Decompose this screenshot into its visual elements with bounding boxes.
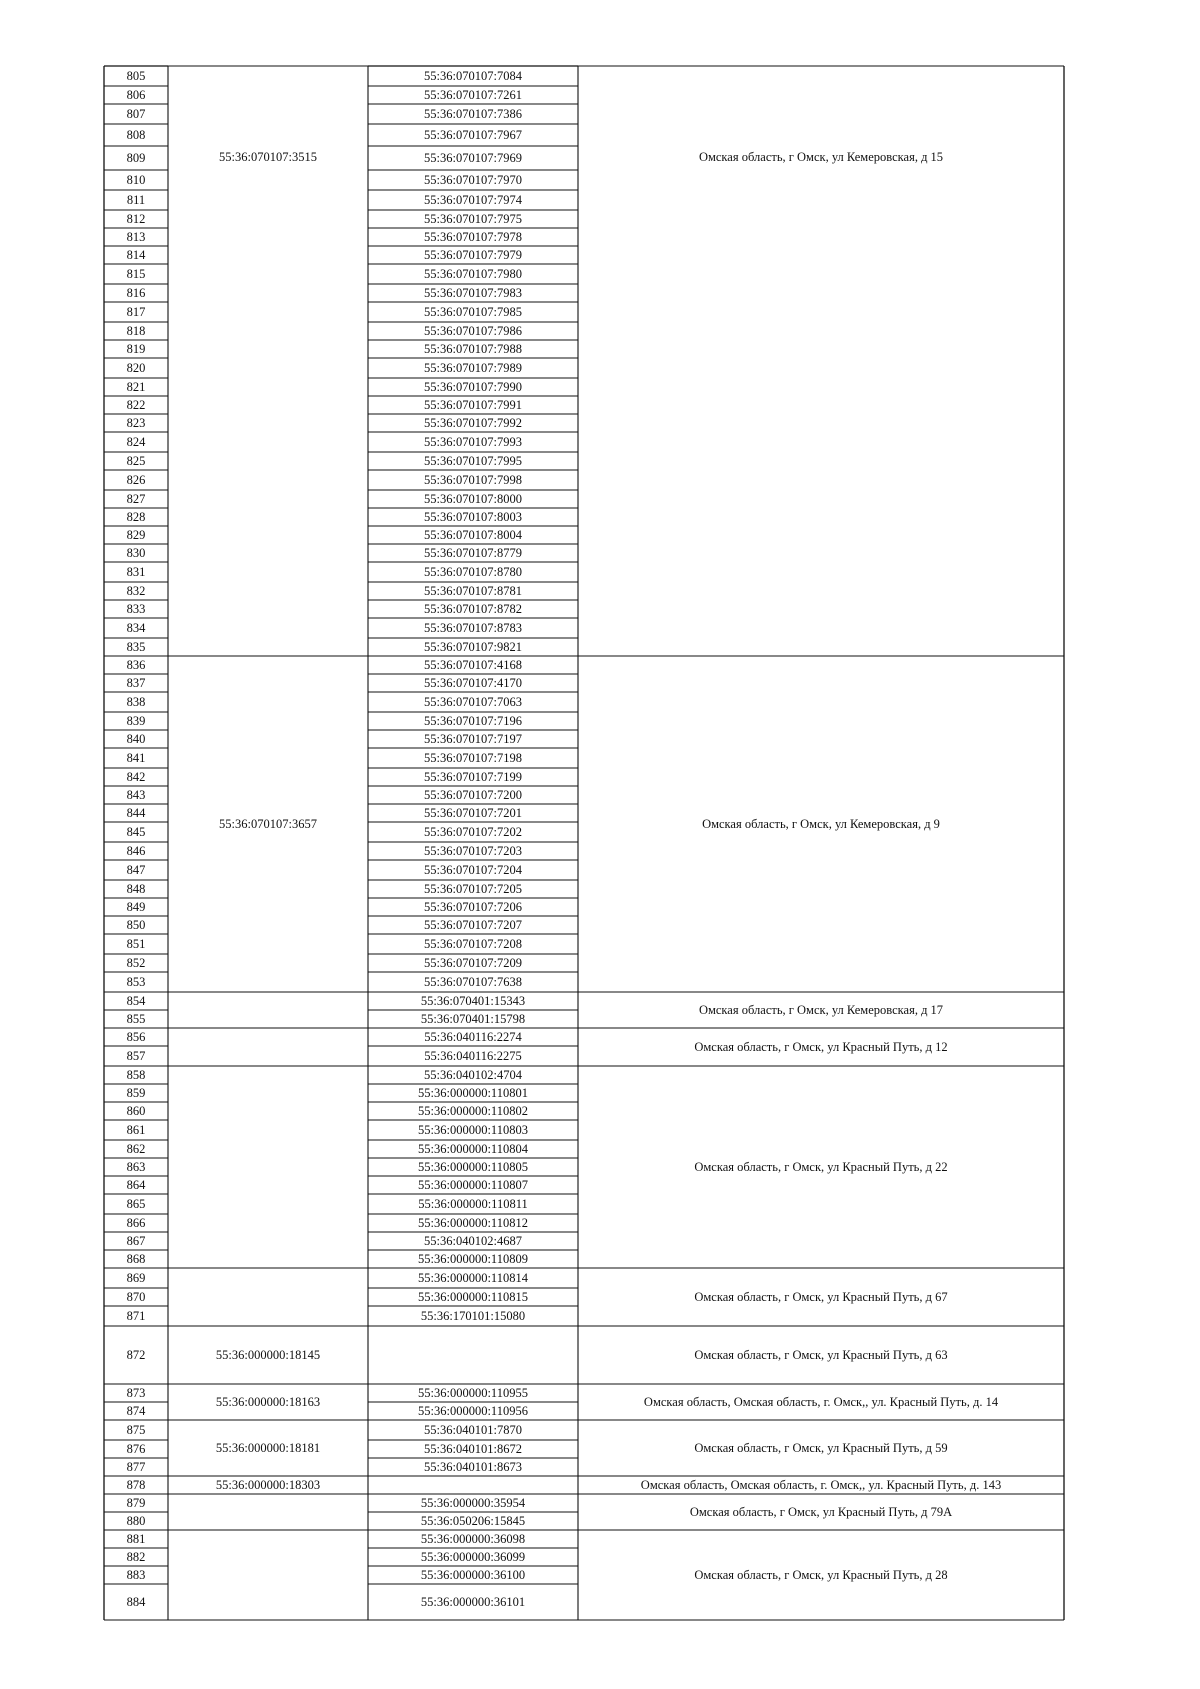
cadastral-number: 55:36:070107:8780: [424, 564, 522, 579]
row-number: 837: [126, 675, 146, 690]
row-number: 821: [126, 379, 146, 394]
cadastral-number: 55:36:070107:8783: [424, 620, 522, 635]
cadastral-number: 55:36:070107:7084: [424, 68, 522, 83]
cadastral-number: 55:36:070107:7992: [424, 415, 522, 430]
parent-parcel-number: 55:36:070107:3657: [219, 816, 317, 831]
cadastral-number: 55:36:070107:7993: [424, 434, 522, 449]
row-number: 861: [126, 1122, 146, 1137]
address-text: Омская область, г Омск, ул Красный Путь, д 22: [694, 1159, 948, 1174]
cadastral-number: 55:36:070107:8782: [424, 601, 522, 616]
cadastral-number: 55:36:070107:7202: [424, 824, 522, 839]
cadastral-number: 55:36:070107:7200: [424, 787, 522, 802]
row-number: 852: [126, 955, 146, 970]
row-number: 838: [126, 694, 146, 709]
cadastral-number: 55:36:070107:7203: [424, 843, 522, 858]
address-text: Омская область, г Омск, ул Красный Путь, д 28: [694, 1567, 948, 1582]
cadastral-number: 55:36:070107:7197: [424, 731, 522, 746]
cadastral-number: 55:36:000000:36099: [420, 1549, 526, 1564]
row-number: 816: [126, 285, 146, 300]
row-number: 859: [126, 1085, 146, 1100]
address-text: Омская область, Омская область, г. Омск,, ул. Красный Путь, д. 143: [640, 1477, 1002, 1492]
cadastral-number: 55:36:000000:110805: [418, 1159, 528, 1174]
cadastral-number: 55:36:000000:110811: [418, 1196, 528, 1211]
cadastral-number: 55:36:070107:9821: [424, 639, 522, 654]
cadastral-number: 55:36:070107:7991: [424, 397, 522, 412]
row-number: 818: [126, 323, 146, 338]
row-number: 872: [126, 1347, 146, 1362]
row-number: 848: [126, 881, 146, 896]
cadastral-number: 55:36:040102:4704: [424, 1067, 522, 1082]
cadastral-number: 55:36:070107:8000: [424, 491, 522, 506]
cadastral-number: 55:36:070107:7978: [424, 229, 522, 244]
row-number: 814: [126, 247, 146, 262]
cadastral-number: 55:36:000000:110809: [418, 1251, 528, 1266]
row-number: 828: [126, 509, 146, 524]
cadastral-number: 55:36:070107:8003: [424, 509, 522, 524]
cadastral-number: 55:36:000000:110802: [418, 1103, 528, 1118]
cadastral-number: 55:36:070107:7063: [424, 694, 522, 709]
cadastral-number: 55:36:070107:4168: [424, 657, 522, 672]
row-number: 833: [126, 601, 146, 616]
row-number: 810: [126, 172, 146, 187]
row-number: 823: [126, 415, 146, 430]
row-number: 851: [126, 936, 146, 951]
row-number: 840: [126, 731, 146, 746]
row-number: 864: [126, 1177, 146, 1192]
cadastral-number: 55:36:070107:7207: [424, 917, 522, 932]
parent-parcel-number: 55:36:000000:18163: [215, 1394, 321, 1409]
row-number: 881: [126, 1531, 146, 1546]
row-number: 817: [126, 304, 146, 319]
cadastral-number: 55:36:000000:110801: [418, 1085, 528, 1100]
address-text: Омская область, г Омск, ул Кемеровская, д 17: [698, 1002, 944, 1017]
row-number: 834: [126, 620, 146, 635]
cadastral-number: 55:36:070107:7199: [424, 769, 522, 784]
cadastral-number: 55:36:050206:15845: [420, 1513, 526, 1528]
cadastral-number: 55:36:070107:7201: [424, 805, 522, 820]
row-number: 870: [126, 1289, 146, 1304]
row-number: 855: [126, 1011, 146, 1026]
row-number: 882: [126, 1549, 146, 1564]
row-number: 853: [126, 974, 146, 989]
row-number: 858: [126, 1067, 146, 1082]
row-number: 819: [126, 341, 146, 356]
row-number: 863: [126, 1159, 146, 1174]
cadastral-number: 55:36:070107:7386: [424, 106, 522, 121]
row-number: 884: [126, 1594, 146, 1609]
row-number: 869: [126, 1270, 146, 1285]
row-number: 835: [126, 639, 146, 654]
row-number: 876: [126, 1441, 146, 1456]
cadastral-number: 55:36:070107:7988: [424, 341, 522, 356]
row-number: 824: [126, 434, 146, 449]
cadastral-number: 55:36:070107:7204: [424, 862, 522, 877]
cadastral-number: 55:36:070107:7205: [424, 881, 522, 896]
row-number: 827: [126, 491, 146, 506]
row-number: 850: [126, 917, 146, 932]
row-number: 846: [126, 843, 146, 858]
row-number: 812: [126, 211, 146, 226]
cadastral-number: 55:36:070107:8781: [424, 583, 522, 598]
cadastral-number: 55:36:070107:7998: [424, 472, 522, 487]
cadastral-number: 55:36:000000:110812: [418, 1215, 528, 1230]
cadastral-number: 55:36:040116:2274: [424, 1029, 522, 1044]
row-number: 842: [126, 769, 146, 784]
cadastral-number: 55:36:000000:110803: [418, 1122, 528, 1137]
row-number: 868: [126, 1251, 146, 1266]
cadastral-number: 55:36:070107:7261: [424, 87, 522, 102]
parent-parcel-number: 55:36:000000:18145: [215, 1347, 321, 1362]
cadastral-number: 55:36:000000:110955: [418, 1385, 528, 1400]
cadastral-number: 55:36:040101:7870: [424, 1422, 522, 1437]
cadastral-number: 55:36:040102:4687: [424, 1233, 522, 1248]
cadastral-number: 55:36:070107:4170: [424, 675, 522, 690]
cadastral-number: 55:36:000000:110814: [418, 1270, 528, 1285]
cadastral-number: 55:36:000000:35954: [420, 1495, 526, 1510]
address-text: Омская область, Омская область, г. Омск,, ул. Красный Путь, д. 14: [643, 1394, 999, 1409]
cadastral-number: 55:36:000000:36100: [420, 1567, 526, 1582]
row-number: 811: [126, 192, 146, 207]
row-number: 809: [126, 150, 146, 165]
row-number: 813: [126, 229, 146, 244]
cadastral-number: 55:36:070107:7967: [424, 127, 522, 142]
row-number: 815: [126, 266, 146, 281]
cadastral-number: 55:36:070401:15343: [420, 993, 526, 1008]
row-number: 829: [126, 527, 146, 542]
cadastral-number: 55:36:170101:15080: [420, 1308, 526, 1323]
row-number: 806: [126, 87, 146, 102]
row-number: 854: [126, 993, 146, 1008]
cadastral-number: 55:36:070107:7975: [424, 211, 522, 226]
row-number: 857: [126, 1048, 146, 1063]
row-number: 873: [126, 1385, 146, 1400]
row-number: 841: [126, 750, 146, 765]
row-number: 830: [126, 545, 146, 560]
address-text: Омская область, г Омск, ул Красный Путь, д 63: [694, 1347, 948, 1362]
row-number: 877: [126, 1459, 146, 1474]
row-number: 844: [126, 805, 146, 820]
parent-parcel-number: 55:36:000000:18181: [215, 1440, 321, 1455]
cadastral-number: 55:36:070107:7980: [424, 266, 522, 281]
cadastral-number: 55:36:070107:7209: [424, 955, 522, 970]
row-number: 807: [126, 106, 146, 121]
row-number: 867: [126, 1233, 146, 1248]
cadastral-number: 55:36:070107:7969: [424, 150, 522, 165]
cadastral-number: 55:36:070107:7970: [424, 172, 522, 187]
cadastral-number: 55:36:000000:110815: [418, 1289, 528, 1304]
cadastral-number: 55:36:070107:7198: [424, 750, 522, 765]
cadastral-number: 55:36:070107:7206: [424, 899, 522, 914]
row-number: 820: [126, 360, 146, 375]
row-number: 825: [126, 453, 146, 468]
row-number: 875: [126, 1422, 146, 1437]
row-number: 849: [126, 899, 146, 914]
row-number: 871: [126, 1308, 146, 1323]
row-number: 843: [126, 787, 146, 802]
cadastral-number: 55:36:070401:15798: [420, 1011, 526, 1026]
row-number: 822: [126, 397, 146, 412]
cadastral-number: 55:36:000000:110804: [418, 1141, 528, 1156]
row-number: 839: [126, 713, 146, 728]
row-number: 832: [126, 583, 146, 598]
address-text: Омская область, г Омск, ул Красный Путь, д 67: [694, 1289, 948, 1304]
row-number: 879: [126, 1495, 146, 1510]
row-number: 883: [126, 1567, 146, 1582]
parent-parcel-number: 55:36:000000:18303: [215, 1477, 321, 1492]
row-number: 847: [126, 862, 146, 877]
cadastral-number: 55:36:000000:110807: [418, 1177, 528, 1192]
row-number: 856: [126, 1029, 146, 1044]
row-number: 880: [126, 1513, 146, 1528]
cadastral-number: 55:36:040101:8672: [424, 1441, 522, 1456]
cadastral-number: 55:36:070107:8004: [424, 527, 522, 542]
row-number: 862: [126, 1141, 146, 1156]
parcel-table: [104, 66, 1064, 1620]
cadastral-number: 55:36:070107:7989: [424, 360, 522, 375]
cadastral-number: 55:36:070107:7638: [424, 974, 522, 989]
cadastral-number: 55:36:070107:7196: [424, 713, 522, 728]
address-text: Омская область, г Омск, ул Кемеровская, д 9: [702, 816, 940, 831]
address-text: Омская область, г Омск, ул Кемеровская, д 15: [698, 149, 944, 164]
address-text: Омская область, г Омск, ул Красный Путь, д 12: [694, 1039, 948, 1054]
row-number: 878: [126, 1477, 146, 1492]
cadastral-number: 55:36:040101:8673: [424, 1459, 522, 1474]
cadastral-number: 55:36:070107:7974: [424, 192, 522, 207]
cadastral-number: 55:36:040116:2275: [424, 1048, 522, 1063]
cadastral-number: 55:36:070107:7208: [424, 936, 522, 951]
cadastral-number: 55:36:070107:8779: [424, 545, 522, 560]
row-number: 808: [126, 127, 146, 142]
cadastral-number: 55:36:070107:7979: [424, 247, 522, 262]
cadastral-number: 55:36:070107:7990: [424, 379, 522, 394]
cadastral-number: 55:36:070107:7983: [424, 285, 522, 300]
row-number: 874: [126, 1403, 146, 1418]
cadastral-number: 55:36:070107:7995: [424, 453, 522, 468]
address-text: Омская область, г Омск, ул Красный Путь, д 59: [694, 1440, 948, 1455]
row-number: 805: [126, 68, 146, 83]
row-number: 866: [126, 1215, 146, 1230]
row-number: 860: [126, 1103, 146, 1118]
address-text: Омская область, г Омск, ул Красный Путь, д 79А: [689, 1504, 953, 1519]
cadastral-number: 55:36:070107:7986: [424, 323, 522, 338]
cadastral-number: 55:36:070107:7985: [424, 304, 522, 319]
row-number: 845: [126, 824, 146, 839]
row-number: 831: [126, 564, 146, 579]
row-number: 836: [126, 657, 146, 672]
cadastral-number: 55:36:000000:110956: [418, 1403, 528, 1418]
row-number: 865: [126, 1196, 146, 1211]
cadastral-number: 55:36:000000:36101: [420, 1594, 526, 1609]
row-number: 826: [126, 472, 146, 487]
parent-parcel-number: 55:36:070107:3515: [219, 149, 317, 164]
cadastral-number: 55:36:000000:36098: [420, 1531, 526, 1546]
